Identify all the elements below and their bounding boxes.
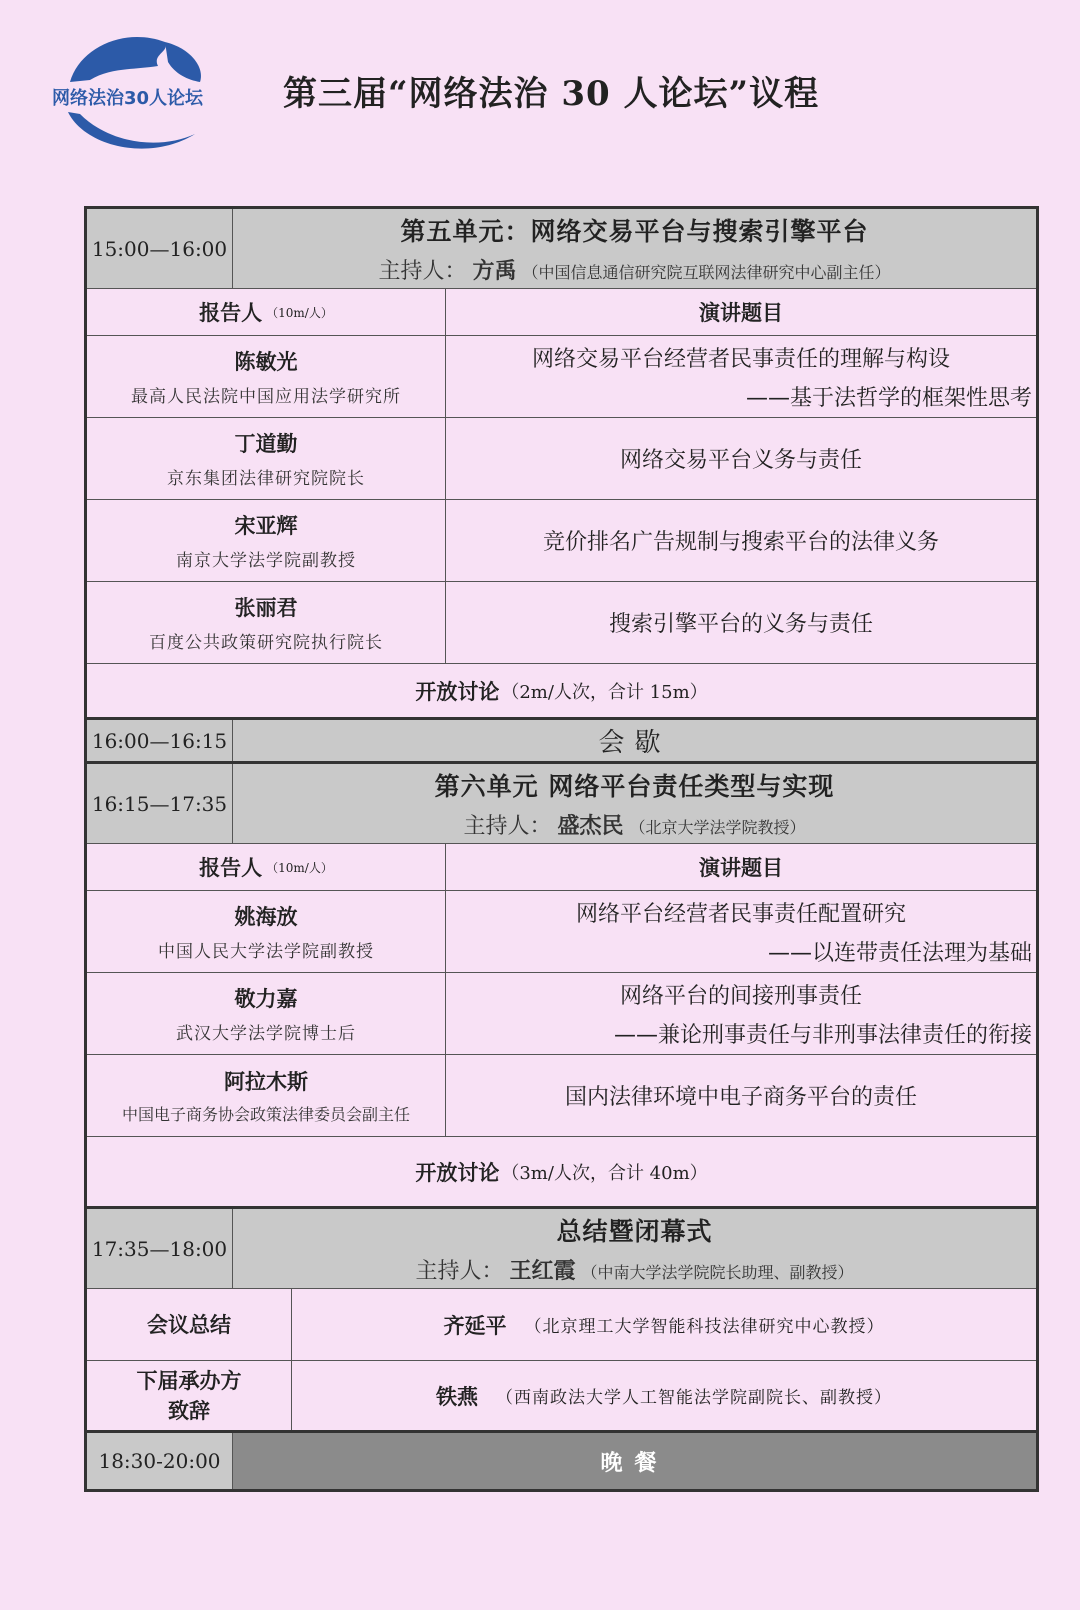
speaker-column-header: 报告人 （10m/人） (87, 289, 446, 335)
topic-cell (446, 582, 1036, 663)
closing-item-speaker (292, 1361, 1036, 1430)
speaker-org: 最高人民法院中国应用法学研究所 (131, 387, 401, 407)
closing-item-speaker (292, 1289, 1036, 1360)
host-org: （中南大学法学院院长助理、副教授） (581, 1263, 854, 1282)
session6-heading (233, 764, 1036, 843)
session6-header-row (87, 764, 1036, 844)
speaker-org: 中国电子商务协会政策法律委员会副主任 (121, 1105, 410, 1124)
closing-title: 总结暨闭幕式 (556, 1217, 713, 1246)
session5-host (378, 254, 890, 285)
speaker-cell (87, 336, 446, 417)
closing-item-row (87, 1289, 1036, 1361)
topic-cell (446, 973, 1036, 1054)
topic-column-header: 演讲题目 (699, 300, 783, 325)
closing-host (415, 1254, 853, 1285)
session5-discussion-row (87, 664, 1036, 720)
host-label: 主持人： (415, 1259, 504, 1284)
speaker-org: 百度公共政策研究院执行院长 (149, 633, 383, 653)
talk-topic: 网络平台经营者民事责任配置研究 (575, 901, 906, 927)
speaker-cell (87, 891, 446, 972)
speaker-name: 陈敏光 (234, 349, 298, 374)
talk-topic: 竞价排名广告规制与搜索平台的法律义务 (542, 530, 939, 555)
speaker-cell (87, 973, 446, 1054)
speaker-name: 铁燕 (436, 1383, 478, 1409)
topic-cell (446, 336, 1036, 417)
host-org: （中国信息通信研究院互联网法律研究中心副主任） (522, 263, 891, 282)
dinner-label: 晚餐 (600, 1450, 669, 1476)
break-label: 会歇 (598, 728, 671, 758)
dinner-row (87, 1433, 1036, 1489)
host-label: 主持人： (463, 814, 552, 839)
speaker-org: 南京大学法学院副教授 (176, 551, 356, 571)
topic-cell (446, 500, 1036, 581)
speaker-cell (87, 1055, 446, 1136)
closing-item-row (87, 1361, 1036, 1433)
agenda-table (84, 206, 1039, 1492)
session5-time: 15:00—16:00 (87, 209, 233, 288)
speaker-name: 丁道勤 (234, 431, 298, 456)
closing-time: 17:35—18:00 (87, 1209, 233, 1288)
session6-time: 16:15—17:35 (87, 764, 233, 843)
session5-header-row (87, 209, 1036, 289)
speaker-cell (87, 418, 446, 499)
speaker-org: 中国人民大学法学院副教授 (158, 942, 374, 962)
session5-heading (233, 209, 1036, 288)
topic-column-header: 演讲题目 (699, 855, 783, 880)
table-row (87, 582, 1036, 664)
session6-title: 第六单元 网络平台责任类型与实现 (434, 772, 835, 801)
closing-header-row (87, 1209, 1036, 1289)
host-name: 盛杰民 (557, 813, 624, 839)
speaker-org: 武汉大学法学院博士后 (176, 1024, 356, 1044)
host-label: 主持人： (378, 259, 467, 284)
open-discussion: 开放讨论 （2m/人次，合计 15m） (415, 678, 708, 704)
break-row (87, 720, 1036, 764)
speaker-org: （北京理工大学智能科技法律研究中心教授） (524, 1317, 885, 1337)
speaker-cell (87, 582, 446, 663)
talk-topic: 网络交易平台义务与责任 (619, 448, 862, 473)
topic-cell (446, 1055, 1036, 1136)
host-name: 方禹 (472, 258, 517, 284)
topic-cell (446, 418, 1036, 499)
talk-subtopic: ——兼论刑事责任与非刑事法律责任的衔接 (613, 1022, 1032, 1048)
speaker-name: 阿拉木斯 (224, 1069, 308, 1094)
table-row (87, 1055, 1036, 1137)
host-name: 王红霞 (509, 1258, 576, 1284)
open-discussion: 开放讨论 （3m/人次，合计 40m） (415, 1159, 708, 1185)
table-row (87, 973, 1036, 1055)
dinner-time: 18:30-20:00 (87, 1433, 233, 1489)
speaker-name: 敬力嘉 (234, 986, 298, 1011)
talk-topic: 搜索引擎平台的义务与责任 (608, 612, 873, 637)
host-org: （北京大学法学院教授） (629, 818, 806, 837)
table-row (87, 418, 1036, 500)
forum-logo (40, 22, 240, 157)
speaker-org: （西南政法大学人工智能法学院副院长、副教授） (496, 1388, 892, 1408)
break-time: 16:00—16:15 (87, 720, 233, 761)
closing-item-label: 会议总结 (87, 1289, 292, 1360)
table-row (87, 500, 1036, 582)
session6-host (463, 809, 805, 840)
page-title: 第三届“网络法治 30 人论坛”议程 (283, 74, 820, 114)
closing-item-label: 下届承办方 致辞 (87, 1361, 292, 1430)
speaker-org: 京东集团法律研究院院长 (167, 469, 365, 489)
talk-subtopic: ——基于法哲学的框架性思考 (745, 385, 1032, 411)
speaker-name: 张丽君 (234, 595, 298, 620)
speaker-name: 姚海放 (234, 904, 298, 929)
session5-title: 第五单元：网络交易平台与搜索引擎平台 (400, 217, 869, 246)
talk-subtopic: ——以连带责任法理为基础 (767, 940, 1032, 966)
table-row (87, 891, 1036, 973)
talk-topic: 网络交易平台经营者民事责任的理解与构设 (531, 346, 950, 372)
table-row (87, 336, 1036, 418)
closing-heading (233, 1209, 1036, 1288)
session5-column-header-row (87, 289, 1036, 336)
talk-topic: 国内法律环境中电子商务平台的责任 (564, 1085, 917, 1110)
speaker-name: 宋亚辉 (234, 513, 298, 538)
topic-cell (446, 891, 1036, 972)
speaker-name: 齐延平 (443, 1312, 507, 1338)
session6-column-header-row (87, 844, 1036, 891)
session6-discussion-row (87, 1137, 1036, 1209)
talk-topic: 网络平台的间接刑事责任 (619, 983, 862, 1009)
speaker-cell (87, 500, 446, 581)
logo-text: 网络法治30人论坛 (52, 88, 204, 109)
speaker-column-header: 报告人 （10m/人） (87, 844, 446, 890)
